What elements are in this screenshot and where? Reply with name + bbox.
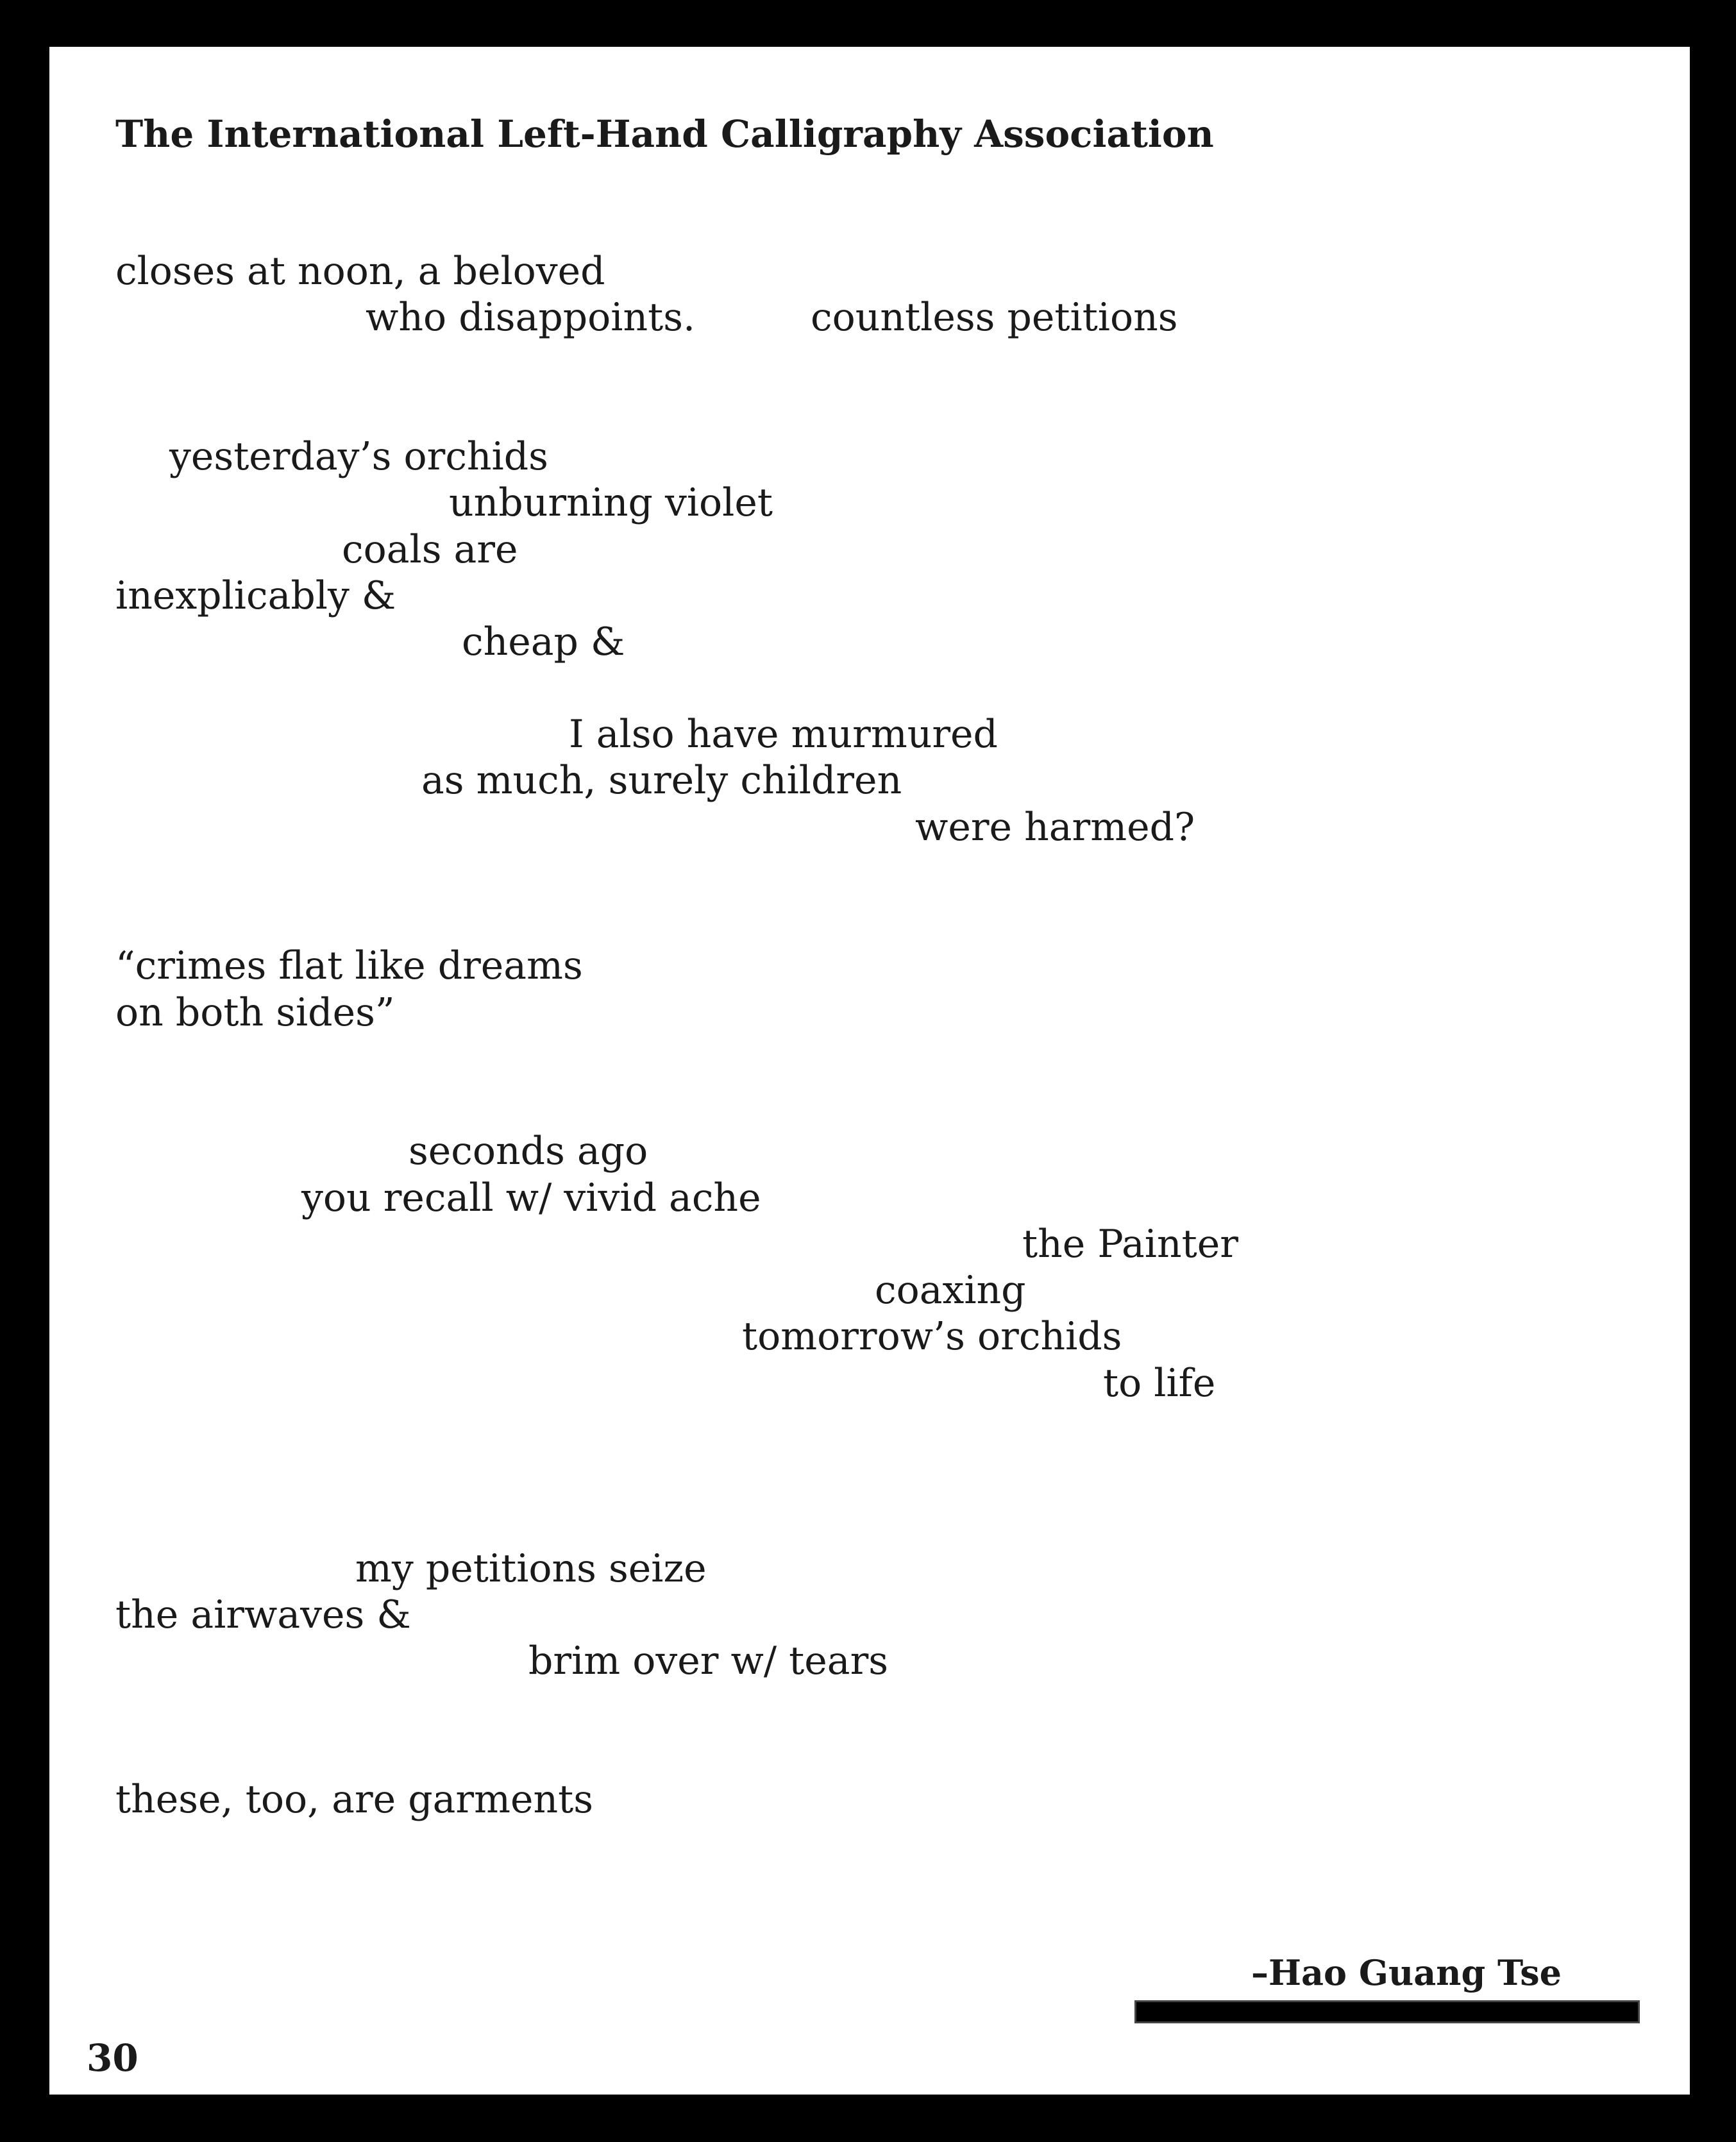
poem-line: cheap & bbox=[462, 620, 625, 664]
poem-line: inexplicably & bbox=[115, 573, 396, 618]
poem-line: who disappoints. bbox=[366, 295, 696, 340]
page-number: 30 bbox=[87, 2036, 139, 2080]
page bbox=[49, 47, 1690, 2095]
poem-line: closes at noon, a beloved bbox=[115, 249, 605, 294]
poem-line: as much, surely children bbox=[421, 758, 902, 803]
author-attribution: –Hao Guang Tse bbox=[1251, 1952, 1562, 1993]
poem-line: the airwaves & bbox=[115, 1592, 411, 1637]
decorative-bar bbox=[1134, 2000, 1640, 2023]
page-title: The International Left-Hand Calligraphy Association bbox=[115, 112, 1214, 156]
poem-line: seconds ago bbox=[409, 1129, 648, 1174]
poem-line: coaxing bbox=[875, 1268, 1026, 1313]
poem-line: on both sides” bbox=[115, 990, 395, 1035]
poem-line: I also have murmured bbox=[569, 712, 998, 757]
poem-line: my petitions seize bbox=[355, 1546, 707, 1591]
poem-line: brim over w/ tears bbox=[528, 1639, 889, 1683]
poem-line: to life bbox=[1103, 1361, 1216, 1406]
poem-line: these, too, are garments bbox=[115, 1777, 594, 1822]
poem-line: yesterday’s orchids bbox=[169, 434, 548, 479]
poem-line: tomorrow’s orchids bbox=[742, 1314, 1122, 1359]
poem-line: coals are bbox=[342, 527, 518, 572]
poem-line: were harmed? bbox=[915, 805, 1195, 850]
poem-line: the Painter bbox=[1022, 1222, 1238, 1267]
poem-line: “crimes flat like dreams bbox=[115, 943, 583, 988]
poem-line: countless petitions bbox=[811, 295, 1178, 340]
poem-line: you recall w/ vivid ache bbox=[301, 1176, 761, 1220]
poem-line: unburning violet bbox=[449, 480, 773, 525]
